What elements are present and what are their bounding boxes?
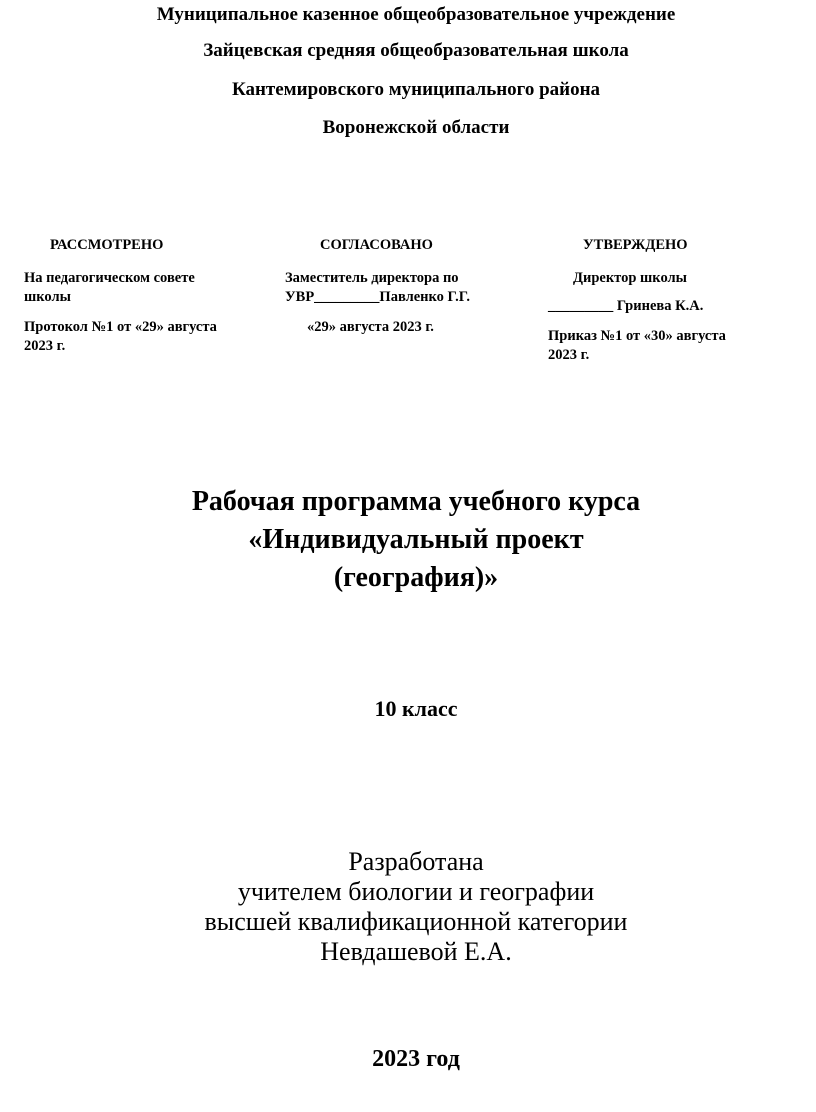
author-block	[0, 847, 816, 967]
author-line-4: Невдашевой Е.А.	[320, 937, 512, 966]
program-title	[0, 483, 816, 597]
author-line-3: высшей квалификационной категории	[204, 907, 628, 936]
program-title-line-1: Рабочая программа учебного курса	[191, 486, 641, 517]
grade-label: 10 класс	[374, 696, 458, 721]
approved-line-2: _________ Гринева К.А.	[548, 298, 704, 314]
agreed-line-2: УВР_________Павленко Г.Г.	[285, 289, 470, 305]
institution-name-line-2: Зайцевская средняя общеобразовательная школа	[203, 40, 629, 61]
program-title-line-3: (география)»	[333, 562, 499, 593]
considered-title: РАССМОТРЕНО	[50, 237, 164, 253]
approved-line-3: Приказ №1 от «30» августа	[548, 328, 726, 344]
institution-name-line-1: Муниципальное казенное общеобразовательное учреждение	[156, 4, 676, 25]
agreed-line-1: Заместитель директора по	[285, 270, 459, 286]
year-label: 2023 год	[372, 1046, 460, 1072]
considered-line-3: Протокол №1 от «29» августа	[24, 319, 217, 335]
approved-title: УТВЕРЖДЕНО	[583, 237, 688, 253]
program-title-line-2: «Индивидуальный проект	[248, 524, 584, 555]
considered-line-4: 2023 г.	[24, 338, 66, 354]
approved-line-4: 2023 г.	[548, 347, 590, 363]
author-line-2: учителем биологии и географии	[237, 877, 595, 906]
approved-line-1: Директор школы	[573, 270, 687, 286]
agreed-line-3: «29» августа 2023 г.	[307, 319, 434, 335]
institution-name-line-4: Воронежской области	[322, 117, 510, 138]
considered-line-1: На педагогическом совете	[24, 270, 195, 286]
author-line-1: Разработана	[348, 847, 484, 876]
institution-name-line-3: Кантемировского муниципального района	[231, 79, 601, 100]
agreed-title: СОГЛАСОВАНО	[320, 237, 433, 253]
considered-line-2: школы	[24, 289, 71, 305]
